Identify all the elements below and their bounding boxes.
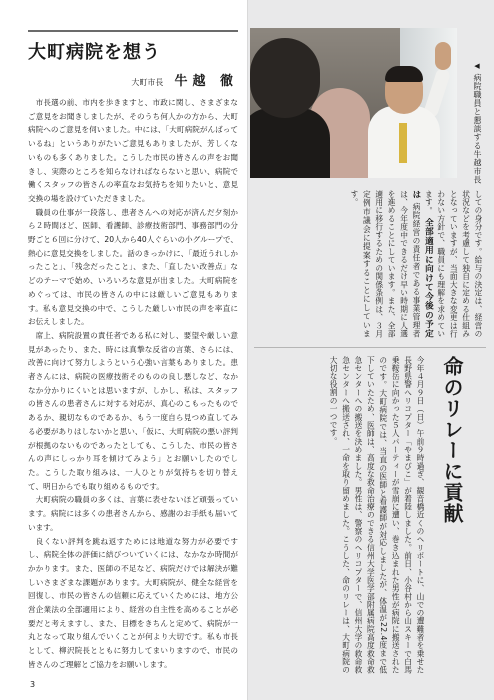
title-box xyxy=(28,30,238,72)
lower-article xyxy=(250,356,426,674)
essay-body xyxy=(28,96,238,672)
lower-article-text: 今年４月９日（日）午前９時過ぎ、観音橋近くのヘリポートに、山での遭難者を乗せた長野県警へリコプター「やまびこ」が着陸しました。前日、小谷村から山スキーで白馬乗鞍岳に向かった５人パーティーが雪崩に遭い、巻き込まれた男性が病院に搬送されたのです。大町病院では、当直の医師と看護師が対応しましたが、体温が22.4度まで低下していたため、医師は、高度な救命治療のできる信州大学医学部附属病院高度救命救急センターへの搬送を決めました。男性は、警察のヘリコプターで、信州大学の救命救急センターへ搬送され、一命を取り留めました。こうした、命のリレーは、大町病院の大切な役割の一つです。 xyxy=(329,356,425,674)
photo-caption xyxy=(472,62,482,184)
photo-listener-body xyxy=(250,108,330,178)
section-rule xyxy=(254,347,486,348)
photo-speaker-tie xyxy=(399,123,407,163)
page-number: 3 xyxy=(30,680,36,689)
photo-listener-head xyxy=(250,38,320,118)
author-name: 牛越 徹 xyxy=(174,74,238,89)
essay-paragraph: 席上、病院設置の責任者である私に対し、要望や厳しい意見があったり、また、時には真摯な反省の言葉、さらには、改善に向けて努力しようという心強い言葉もありました。患者さんには、病院の医療技術そのものの良し悪しなど、なかなか分かりにくいとは思いますが、しかし、私は、スタッフの皆さんの患者さんに対する対応が、真心のこもったものであるか、親切なものであるか、もう一度自ら見つめ直してみる必要がありはしないかと思い、「仮に、大町病院の悪い評判が根拠のないものであったとしても、こうした、市民の皆さんの声にしっかり耳を傾けてみよう」とお願いしたのでした。こうした取り組みは、一人ひとりが気持ちを切り替えて、明日からでも取り組めるものです。 xyxy=(28,330,238,491)
meeting-photo xyxy=(250,28,457,178)
photo-speaker-hair xyxy=(385,66,423,82)
upper-article xyxy=(250,190,484,338)
essay-column xyxy=(0,0,242,700)
sub-heading: 全部適用に向けて今後の予定は xyxy=(410,190,434,338)
author-row xyxy=(28,70,238,88)
essay-paragraph: 職員の仕事が一段落し、患者さんへの対応が済んだ夕刻から２時間ほど、医師、看護師、診療技術部門、事務部門の分野ごと６回に分けて、20人から40人ぐらいの小グループで、熱心に意見交換をしました。話のきっかけに、「最近うれしかったこと」、「残念だったこと」、また、「直したい改善点」などのテーマで始め、いろいろな意見が出ました。大町病院をめぐっては、市民の皆さんの中には厳しいご意見もあります。私も意見交換の中で、こうした厳しい市民の声を率直にお伝えしました。 xyxy=(28,207,238,327)
section-heading: 命のリレーに貢献 xyxy=(440,356,464,524)
upper-article-text: しての身分です。給与の決定は、経営の状況などを考慮して独自に定める仕組みとなっていますが、当面大きな変更は行わない方針で、職員にも理解を求めています。 xyxy=(424,190,483,338)
essay-paragraph: 大町病院の職員の多くは、言葉に表せないほど頑張っています。病院には多くの患者さんから、感謝のお手紙も届いています。 xyxy=(28,495,238,532)
triangle-marker-icon: ◀ xyxy=(473,62,481,71)
essay-paragraph: 良くない評判を跳ね返すためには地道な努力が必要ですし、病院全体の評価に結びついていくには、なかなか時間がかかります。また、医師の不足など、病院だけでは解決が難しいさまざまな課題があります。大町病院が、健全な経営を回復し、市民の皆さんの信頼に応えていくためには、地方公営企業法の全部適用により、経営の自主性を高めることが必要だと考えますし、また、目標をきちんと定めて、病院が一丸となって取り組んでいくことが何より大切です。私も市長として、柳沢院長とともに努力してまいりますので、市民の皆さんのご理解とご協力をお願いします。 xyxy=(28,536,238,669)
news-column xyxy=(248,0,494,700)
essay-paragraph: 市長選の前、市内を歩きますと、市政に関し、さまざまなご意見をお聞きしましたが、そのうち何人かの方から、大町病院へのご意見を伺いました。中には、「大町病院がんばっているね」というありがたいご意見もありましたが、芳しくないものも多くありました。こうした市民の皆さんの声をお聞きし、実際のところを知らなければならないと思い、病院で働くスタッフの皆さんの率直なお気持ちを知りたいと、意見交換の場を設けていただきました。 xyxy=(28,98,238,203)
upper-article-text-2: 病院経営の責任者である事業管理者は、今年度中できるだけ早い時期に人選を進めることにしています。また、全部適用に移行するための関係条例は、３月定例市議会に提案することにしています。 xyxy=(349,190,421,338)
page-title: 大町病院を想う xyxy=(28,42,161,63)
photo-caption-text: 病院職員と懇談する牛越市長 xyxy=(473,73,482,185)
photo-speaker-hand xyxy=(435,42,451,70)
author-role: 大町市長 xyxy=(131,78,164,87)
